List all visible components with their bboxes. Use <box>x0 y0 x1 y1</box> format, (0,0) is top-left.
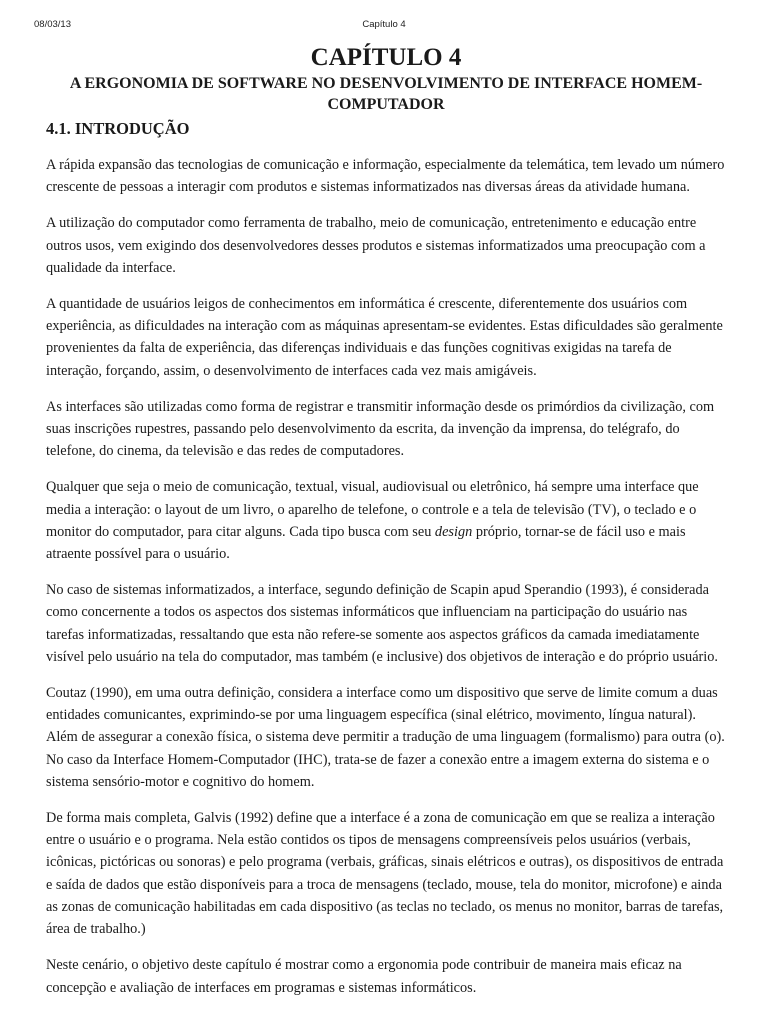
chapter-subtitle-line-2: COMPUTADOR <box>327 96 445 113</box>
paragraph: A utilização do computador como ferramenta de trabalho, meio de comunicação, entretenimento e educação entre outros usos, vem exigindo dos desenvolvedores desses produtos e sistemas informatizados uma preocupação com a qualidade da interface. <box>46 215 706 276</box>
chapter-subtitle-line-1: A ERGONOMIA DE SOFTWARE NO DESENVOLVIMENTO DE INTERFACE HOMEM- <box>69 75 703 92</box>
paragraph: No caso de sistemas informatizados, a interface, segundo definição de Scapin apud Sperandio (1993), é considerada como concernente a todos os aspectos dos sistemas informáticos que influenciam na participação do usuário nas tarefas informatizadas, ressaltando que esta não refere-se somente aos aspectos gráficos da camada imediatamente visível pelo usuário na tela do computador, mas também (e inclusive) dos objetivos de interação e do próprio usuário. <box>46 582 718 665</box>
paragraph-list <box>46 154 726 999</box>
section-heading: 4.1. INTRODUÇÃO <box>46 119 190 138</box>
paragraph-text: Qualquer que seja o meio de comunicação, textual, visual, audiovisual ou eletrônico, há sempre uma interface que media a interação: o layout de um livro, o aparelho de telefone, o controle e a tela de televisão (TV), o teclado e o monitor do computador, para citar alguns. Cada tipo busca com seu <box>46 479 699 540</box>
chapter-subtitle <box>46 73 726 115</box>
paragraph: A quantidade de usuários leigos de conhecimentos em informática é crescente, diferentemente dos usuários com experiência, as dificuldades na interação com as máquinas apresentam-se evidentes. Estas dificuldades são geralmente provenientes da falta de experiência, das diferenças individuais e das funções cognitivas exigidas na tarefa de interação, forçando, assim, o desenvolvimento de interfaces cada vez mais amigáveis. <box>46 296 723 379</box>
paragraph-text: próprio, tornar-se de fácil uso e mais atraente possível para o usuário. <box>46 523 686 563</box>
document-body <box>46 44 726 999</box>
paragraph: Coutaz (1990), em uma outra definição, considera a interface como um dispositivo que serve de limite comum a duas entidades comunicantes, exprimindo-se por uma linguagem específica (sinal elétrico, movimento, língua natural). Além de assegurar a conexão física, o sistema deve permitir a tradução de uma linguagem (formalismo) para outra (o). No caso da Interface Homem-Computador (IHC), trata-se de fazer a conexão entre a imagem externa do sistema e o sistema sensório-motor e cognitivo do homem. <box>46 685 725 790</box>
paragraph: As interfaces são utilizadas como forma de registrar e transmitir informação desde os primórdios da civilização, com suas inscrições rupestres, passando pelo desenvolvimento da escrita, da invenção da imprensa, do telégrafo, do telefone, do cinema, da televisão e das redes de computadores. <box>46 398 715 460</box>
paragraph: A rápida expansão das tecnologias de comunicação e informação, especialmente da telemática, tem levado um número crescente de pessoas a interagir com produtos e sistemas informatizados nas diversas áreas da atividade humana. <box>46 157 725 196</box>
running-title: Capítulo 4 <box>362 19 406 30</box>
print-date: 08/03/13 <box>34 19 71 30</box>
paragraph: De forma mais completa, Galvis (1992) define que a interface é a zona de comunicação em que se realiza a interação entre o usuário e o programa. Nela estão contidos os tipos de mensagens compreensíveis pelos usuários (verbais, icônicas, pictóricas ou sonoras) e pelo programa (verbais, gráficas, sinais elétricos e outras), os dispositivos de entrada e saída de dados que estão disponíveis para a troca de mensagens (teclado, mouse, tela do monitor, microfone) e ainda as zonas de comunicação habilitadas em cada dispositivo (as teclas no teclado, os menus no monitor, barras de tarefas, área de trabalho.) <box>46 810 724 938</box>
emphasized-word: design <box>434 523 473 540</box>
print-header <box>0 19 768 33</box>
chapter-title: CAPÍTULO 4 <box>310 44 462 71</box>
paragraph: Neste cenário, o objetivo deste capítulo é mostrar como a ergonomia pode contribuir de maneira mais eficaz na concepção e avaliação de interfaces em programas e sistemas informáticos. <box>46 957 682 996</box>
paragraph <box>46 476 726 565</box>
